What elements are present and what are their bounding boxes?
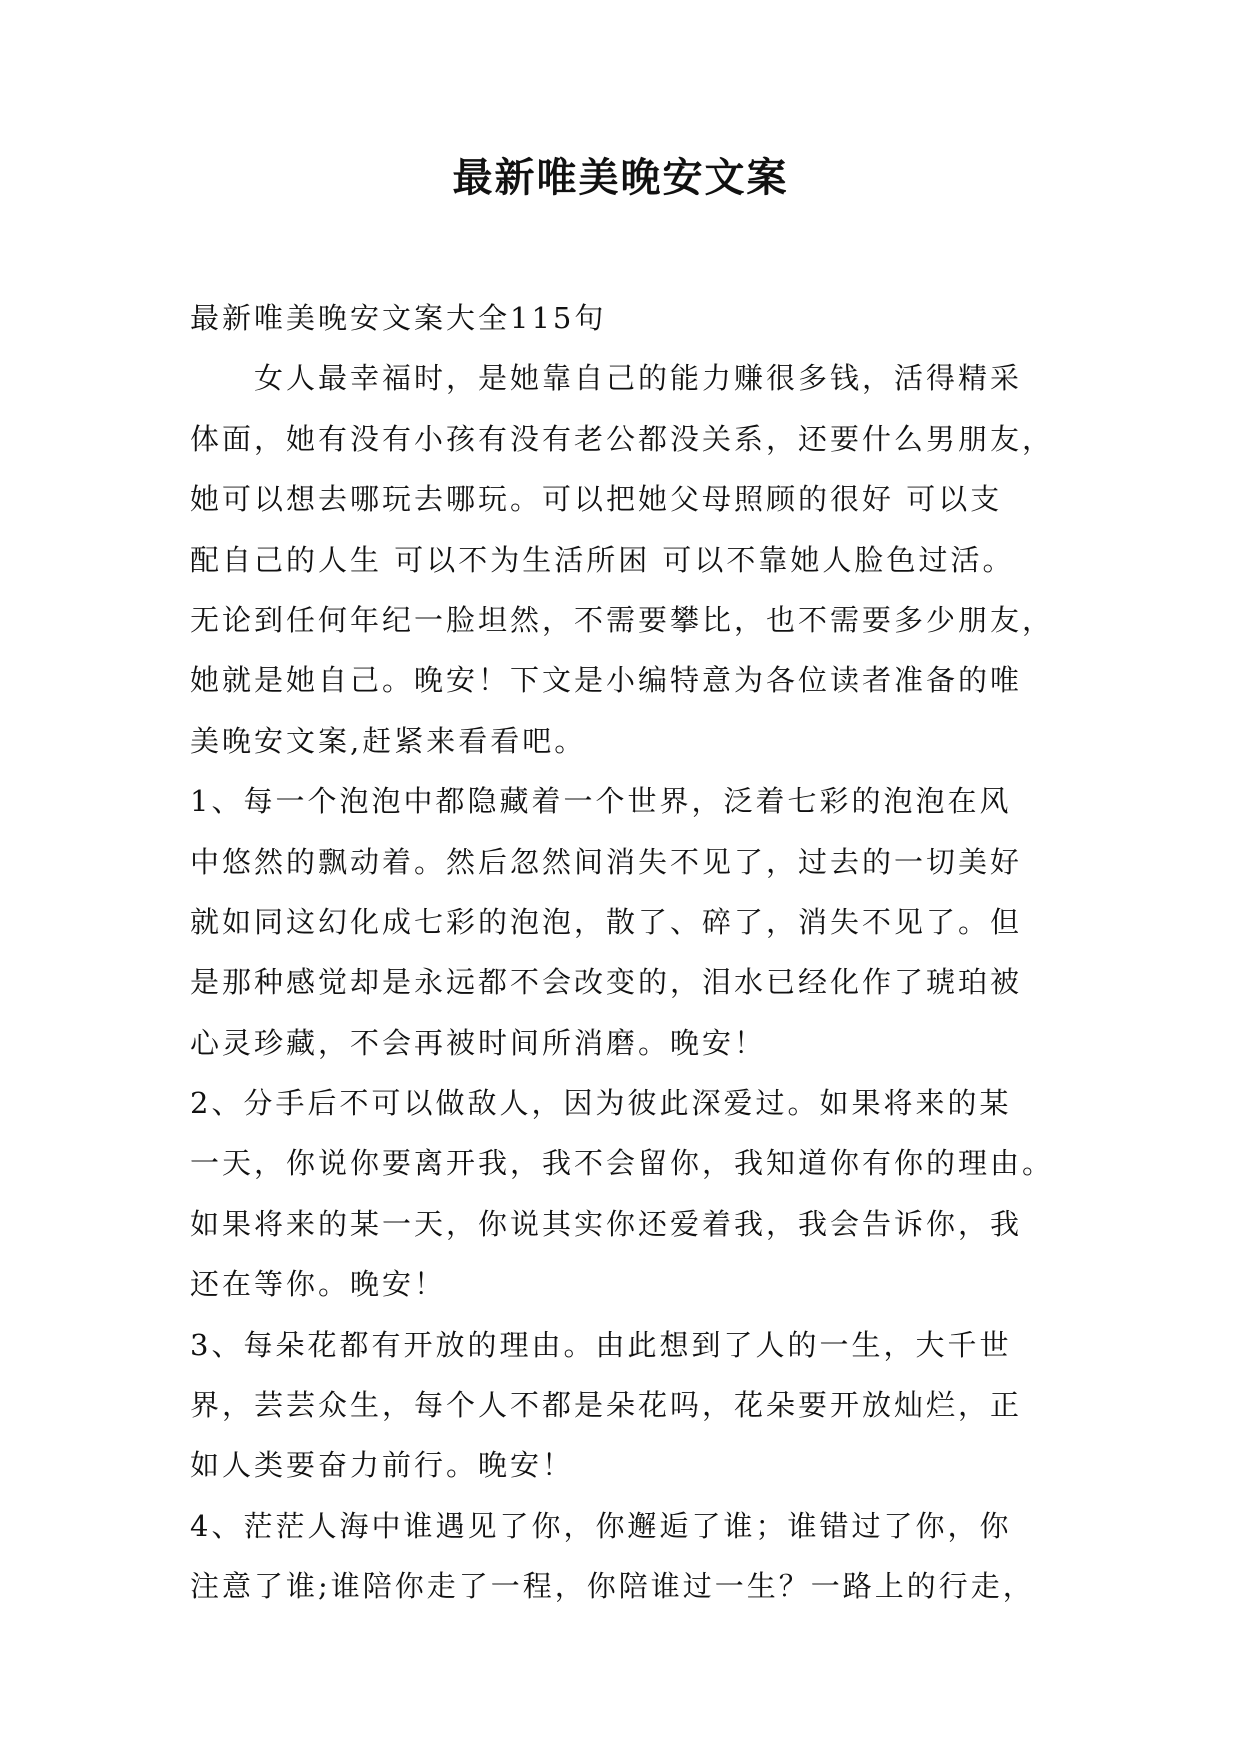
- text-line: 界，芸芸众生，每个人不都是朵花吗，花朵要开放灿烂，正: [190, 1388, 1023, 1423]
- text-line: 体面，她有没有小孩有没有老公都没关系，还要什么男朋友，: [190, 421, 1055, 456]
- text-line: 注意了谁;谁陪你走了一程，你陪谁过一生？一路上的行走，: [190, 1569, 1035, 1604]
- text-line: 她可以想去哪玩去哪玩。可以把她父母照顾的很好 可以支: [190, 482, 1003, 517]
- text-line: 一天，你说你要离开我，我不会留你，我知道你有你的理由。: [190, 1146, 1055, 1181]
- text-line: 3、每朵花都有开放的理由。由此想到了人的一生，大千世: [190, 1327, 1012, 1362]
- text-line: 4、茫茫人海中谁遇见了你，你邂逅了谁；谁错过了你，你: [190, 1508, 1012, 1543]
- text-line: 女人最幸福时，是她靠自己的能力赚很多钱，活得精采: [190, 361, 1023, 396]
- text-line: 心灵珍藏，不会再被时间所消磨。晚安！: [190, 1025, 767, 1060]
- text-line: 2、分手后不可以做敌人，因为彼此深爱过。如果将来的某: [190, 1086, 1012, 1121]
- text-line: 是那种感觉却是永远都不会改变的，泪水已经化作了琥珀被: [190, 965, 1023, 1000]
- text-line: 还在等你。晚安！: [190, 1267, 447, 1302]
- text-line: 1、每一个泡泡中都隐藏着一个世界，泛着七彩的泡泡在风: [190, 784, 1012, 819]
- text-line: 配自己的人生 可以不为生活所困 可以不靠她人脸色过活。: [190, 542, 1015, 577]
- text-line: 她就是她自己。晚安！下文是小编特意为各位读者准备的唯: [190, 663, 1023, 698]
- text-line: 如人类要奋力前行。晚安！: [190, 1448, 575, 1483]
- text-line: 就如同这幻化成七彩的泡泡，散了、碎了，消失不见了。但: [190, 904, 1023, 939]
- text-line: 如果将来的某一天，你说其实你还爱着我，我会告诉你，我: [190, 1206, 1023, 1241]
- document-title: 最新唯美晚安文案: [452, 154, 789, 201]
- text-line: 美晚安文案,赶紧来看看吧。: [190, 723, 587, 758]
- document-body: [190, 288, 1060, 1617]
- text-line: 最新唯美晚安文案大全115句: [190, 301, 607, 335]
- text-line: 中悠然的飘动着。然后忽然间消失不见了，过去的一切美好: [190, 844, 1023, 879]
- text-line: 无论到任何年纪一脸坦然，不需要攀比，也不需要多少朋友，: [190, 602, 1055, 637]
